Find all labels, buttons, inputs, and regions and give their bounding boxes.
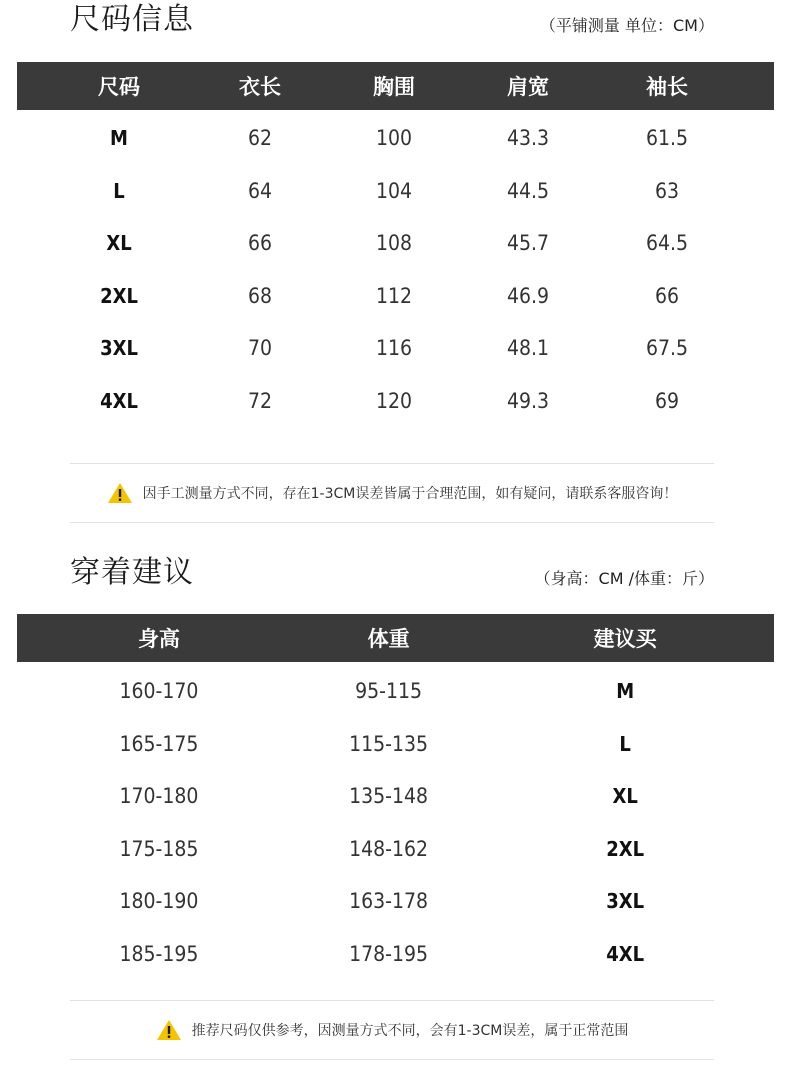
size-measure-cell: 70 [247,336,273,361]
height-cell: 175-185 [119,836,199,861]
advice-col-header: 建议买 [593,627,657,651]
recommended-size-cell: XL [612,784,638,809]
size-label: XL [106,231,132,256]
size-col-header: 尺码 [98,75,140,99]
size-col-header: 衣长 [239,75,281,99]
size-measure-cell: 62 [247,126,273,150]
size-measure-cell: 120 [375,389,413,413]
size-table-row [17,375,774,427]
size-table-row [17,322,774,374]
weight-cell: 135-148 [349,784,429,809]
size-measure-cell: 104 [375,178,413,203]
size-measure-cell: 43.3 [506,126,550,150]
advice-col-header: 体重 [367,627,410,651]
advice-table-row [17,928,774,980]
recommended-size-cell: 4XL [606,942,645,966]
advice-table-row [17,770,774,822]
size-table-row [17,217,774,269]
size-label: M [110,126,128,150]
advice-table-header [17,614,774,662]
size-table-header [17,62,774,110]
size-measure-cell: 64 [247,178,273,203]
advice-table-row [17,823,774,875]
size-measure-cell: 116 [375,336,413,361]
size-measure-cell: 69 [654,389,680,413]
size-measure-cell: 45.7 [506,231,550,256]
recommended-size-cell: L [619,731,631,756]
advice-table-row [17,718,774,770]
recommended-size-cell: 2XL [606,836,645,861]
wear-advice-notice-text: 推荐尺码仅供参考，因测量方式不同，会有1-3CM误差，属于正常范围 [191,1023,629,1039]
recommended-size-cell: M [616,679,635,703]
size-measure-cell: 46.9 [506,283,550,308]
warning-icon [156,1019,182,1041]
size-col-header: 胸围 [373,75,415,99]
size-label: L [113,178,125,203]
weight-cell: 115-135 [349,731,429,756]
size-info-unit-note: （平铺测量 单位：CM） [539,16,714,35]
size-table-row [17,165,774,217]
height-cell: 185-195 [119,942,199,966]
wear-advice-unit-note: （身高：CM /体重：斤） [534,569,714,588]
size-col-header: 袖长 [646,75,688,99]
warning-icon [107,482,133,504]
height-cell: 180-190 [119,889,199,914]
advice-col-header: 身高 [137,627,180,651]
size-info-notice [70,463,714,523]
weight-cell: 178-195 [349,942,429,966]
size-table-row [17,112,774,164]
height-cell: 160-170 [119,679,199,703]
wear-advice-notice [70,1000,714,1060]
height-cell: 170-180 [119,784,199,809]
weight-cell: 148-162 [349,836,429,861]
size-measure-cell: 64.5 [645,231,689,256]
weight-cell: 95-115 [355,679,423,703]
size-measure-cell: 49.3 [506,389,550,413]
size-measure-cell: 100 [375,126,413,150]
size-measure-cell: 66 [247,231,273,256]
size-measure-cell: 48.1 [506,336,550,361]
size-measure-cell: 61.5 [645,126,689,150]
weight-cell: 163-178 [349,889,429,914]
size-measure-cell: 68 [247,283,273,308]
size-info-title: 尺码信息 [70,2,194,37]
size-measure-cell: 72 [247,389,273,413]
size-label: 3XL [100,336,138,361]
size-label: 2XL [100,283,138,308]
advice-table-row [17,665,774,717]
size-measure-cell: 67.5 [645,336,689,361]
size-label: 4XL [100,389,138,413]
advice-table-row [17,875,774,927]
wear-advice-title: 穿着建议 [70,555,194,590]
size-col-header: 肩宽 [507,75,549,99]
size-measure-cell: 112 [375,283,413,308]
size-table-row [17,270,774,322]
size-info-notice-text: 因手工测量方式不同，存在1-3CM误差皆属于合理范围，如有疑问，请联系客服咨询！ [142,486,678,502]
size-measure-cell: 108 [375,231,413,256]
height-cell: 165-175 [119,731,199,756]
size-measure-cell: 63 [654,178,680,203]
size-measure-cell: 66 [654,283,680,308]
size-measure-cell: 44.5 [506,178,550,203]
recommended-size-cell: 3XL [606,889,645,914]
